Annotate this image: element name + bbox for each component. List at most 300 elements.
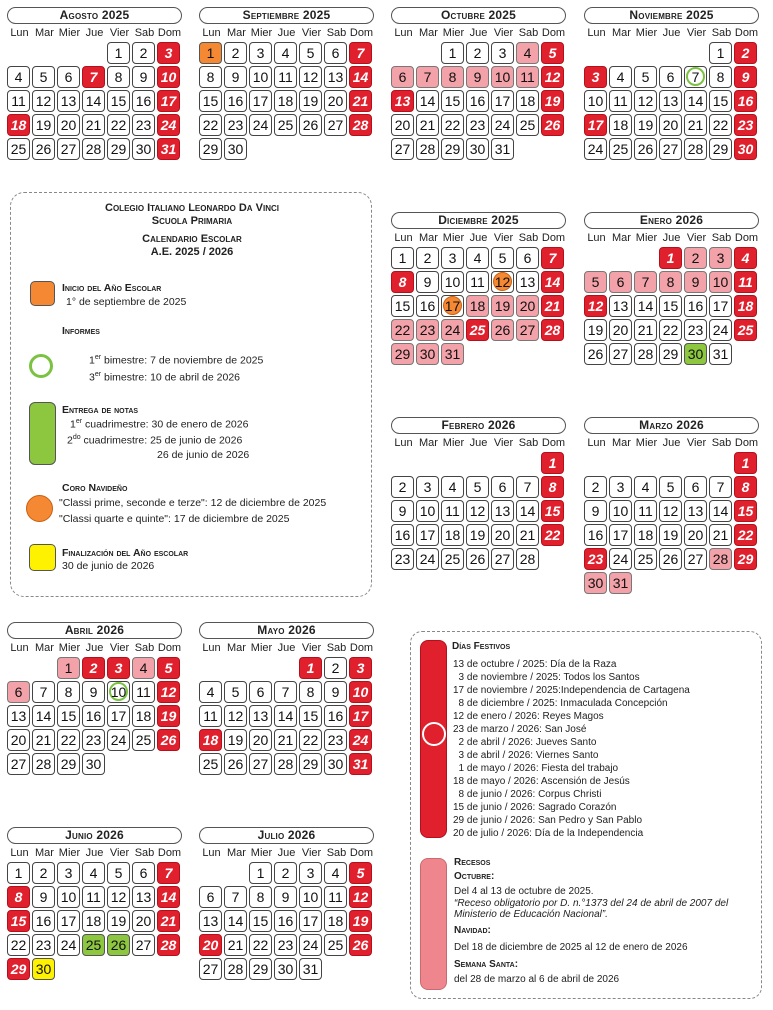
day-number: 3 [448,250,457,266]
day-number: 21 [35,732,52,748]
day-cell-recess [466,295,489,317]
day-cell-day [107,681,130,703]
day-grid [7,657,182,779]
weekday-label: Sab [518,437,539,449]
weekday-label: Mar [227,27,246,39]
day-number: 28 [712,551,729,567]
day-cell-holiday [349,910,372,932]
festivo-item: 8 de junio / 2026: Corpus Christi [453,789,602,800]
day-cell-recess [491,66,514,88]
day-cell-holiday [349,862,372,884]
day-cell-day [224,114,247,136]
day-cell-day [709,500,732,522]
day-number: 12 [302,69,319,85]
day-number: 23 [394,551,411,567]
day-number: 26 [662,551,679,567]
day-number: 8 [716,69,725,85]
holidays-panel [410,631,762,999]
day-number: 18 [469,298,486,314]
day-cell-day [132,114,155,136]
weekday-label: Vier [686,232,707,244]
day-cell-holiday [541,247,564,269]
month-diciembre-2025 [391,212,566,369]
weekday-label: Mar [227,642,246,654]
day-number: 14 [85,93,102,109]
day-number: 1 [256,865,265,881]
day-cell-holiday [349,114,372,136]
day-cell-holiday [349,705,372,727]
day-cell-day [684,500,707,522]
day-cell-recess [466,66,489,88]
day-number: 8 [256,889,265,905]
day-number: 17 [110,708,127,724]
day-number: 2 [398,479,407,495]
recesos-heading: Recesos [454,857,491,868]
day-cell-day [441,138,464,160]
month-febrero-2026 [391,417,566,574]
legend-coro-1: "Classi prime, seconde e terze": 12 de diciembre de 2025 [59,497,327,509]
festivos-heading: Días Festivos [452,641,511,652]
day-cell-recess [441,319,464,341]
day-cell-day [584,138,607,160]
day-number: 11 [86,889,101,905]
day-number: 27 [60,141,77,157]
weekday-label: Jue [85,27,104,39]
month-septiembre-2025 [199,7,374,164]
day-number: 16 [85,708,102,724]
day-cell-day [274,886,297,908]
day-cell-day [249,934,272,956]
day-number: 15 [712,93,729,109]
day-cell-day [684,319,707,341]
weekday-label: Vier [493,232,514,244]
day-number: 15 [202,93,219,109]
weekday-label: Jue [469,27,488,39]
day-cell-day [107,910,130,932]
weekday-label: Mar [227,847,246,859]
weekday-label: Mier [442,437,465,449]
day-cell-recess [416,319,439,341]
day-cell-day [199,90,222,112]
day-number: 19 [35,117,52,133]
day-number: 27 [10,756,27,772]
day-number: 24 [712,322,729,338]
day-number: 20 [135,913,152,929]
day-number: 28 [637,346,654,362]
day-cell-holiday [349,90,372,112]
day-cell-day [659,343,682,365]
legend-green-ring-icon [29,354,53,378]
day-number: 4 [331,865,340,881]
day-number: 16 [277,913,294,929]
legend-notas-3: 26 de junio de 2026 [157,449,250,461]
day-number: 4 [641,479,650,495]
day-cell-holiday [659,247,682,269]
day-cell-day [57,886,80,908]
day-cell-day [32,114,55,136]
day-number: 20 [394,117,411,133]
day-cell-day [441,114,464,136]
legend-coro-heading: Coro Navideño [62,482,128,494]
day-number: 28 [85,141,102,157]
weekday-label: Vier [686,27,707,39]
day-cell-holiday [734,90,757,112]
legend-notas-heading: Entrega de notas [62,404,139,416]
day-number: 8 [548,479,557,495]
day-cell-holiday [541,319,564,341]
day-cell-day [466,42,489,64]
legend-notas-2: $2^{do}$ cuadrimestre: 25 de junio de 2026 [67,434,243,447]
day-number: 27 [327,117,344,133]
day-cell-holiday [157,42,180,64]
day-cell-day [249,705,272,727]
day-number: 16 [687,298,704,314]
day-cell-day [249,90,272,112]
day-number: 11 [278,69,293,85]
day-number: 6 [139,865,148,881]
day-number: 2 [691,250,700,266]
day-cell-day [391,500,414,522]
day-cell-holiday [82,657,105,679]
day-number: 10 [712,274,729,290]
day-cell-day [299,114,322,136]
day-cell-day [249,753,272,775]
day-number: 12 [637,93,654,109]
day-cell-recess [516,319,539,341]
day-number: 8 [306,684,315,700]
recesos-octubre-note: “Receso obligatorio por D. n.°1373 del 24 de abril de 2007 del Ministerio de Educación Nacional”. [454,898,729,920]
day-number: 11 [203,708,218,724]
day-cell-day [249,66,272,88]
day-number: 17 [612,527,629,543]
day-cell-day [441,247,464,269]
day-cell-holiday [199,934,222,956]
day-number: 2 [591,479,600,495]
day-cell-holiday [349,753,372,775]
weekday-label: Mar [419,232,438,244]
day-grid [391,42,566,164]
day-cell-recess [709,548,732,570]
day-number: 11 [738,274,753,290]
day-number: 12 [544,69,561,85]
day-cell-holiday [157,90,180,112]
day-cell-holiday [349,934,372,956]
day-grid [199,657,374,779]
day-cell-holiday [157,681,180,703]
school-name: Colegio Italiano Leonardo Da Vinci [105,202,279,214]
day-number: 5 [591,274,600,290]
recesos-octubre-text: Del 4 al 13 de octubre de 2025. [454,886,594,897]
day-number: 12 [35,93,52,109]
day-cell-recess [132,657,155,679]
day-number: 18 [519,93,536,109]
day-cell-day [249,114,272,136]
day-number: 21 [637,322,654,338]
day-cell-day [709,66,732,88]
weekday-label: Jue [85,847,104,859]
day-number: 31 [494,141,511,157]
day-cell-day [491,500,514,522]
weekday-label: Jue [469,437,488,449]
day-number: 24 [494,117,511,133]
day-number: 30 [687,346,704,362]
day-cell-day [299,705,322,727]
day-number: 21 [544,298,561,314]
day-number: 4 [523,45,532,61]
day-number: 11 [328,889,343,905]
day-cell-day [659,114,682,136]
day-cell-day [324,862,347,884]
day-cell-day [82,729,105,751]
day-cell-holiday [734,247,757,269]
weekday-header [584,231,759,246]
day-number: 5 [473,479,482,495]
month-enero-2026 [584,212,759,369]
day-number: 28 [687,141,704,157]
day-number: 19 [587,322,604,338]
festivo-item: 29 de junio / 2026: San Pedro y San Pablo [453,815,643,826]
day-cell-day [466,500,489,522]
day-cell-day [249,886,272,908]
day-number: 2 [281,865,290,881]
weekday-label: Sab [134,642,155,654]
day-number: 5 [548,45,557,61]
day-cell-holiday [541,90,564,112]
festivo-item: 15 de junio / 2026: Sagrado Corazón [453,802,617,813]
day-cell-day [609,548,632,570]
day-grid [7,862,182,984]
day-grid [391,452,566,574]
day-number: 4 [14,69,23,85]
day-number: 12 [352,889,369,905]
day-number: 12 [227,708,244,724]
day-cell-day [491,271,514,293]
weekday-label: Mier [250,27,273,39]
day-cell-day [709,90,732,112]
day-cell-holiday [157,66,180,88]
day-cell-recess [609,271,632,293]
day-cell-day [32,729,55,751]
day-number: 24 [302,937,319,953]
day-cell-day [224,753,247,775]
recesos-semana-santa-heading: Semana Santa: [454,959,519,970]
day-cell-recess [584,572,607,594]
day-number: 12 [110,889,127,905]
school-level: Scuola Primaria [151,215,233,227]
day-cell-day [684,295,707,317]
day-number: 30 [227,141,244,157]
day-cell-day [274,90,297,112]
day-number: 10 [352,684,369,700]
recess-color-bar [420,858,447,990]
weekday-header [391,231,566,246]
weekday-label: Lun [587,27,606,39]
festivo-item: 17 de noviembre / 2025:Independencia de Cartagena [453,685,690,696]
day-number: 23 [687,322,704,338]
day-cell-holiday [541,500,564,522]
day-number: 20 [60,117,77,133]
day-cell-day [299,42,322,64]
day-number: 24 [587,141,604,157]
day-number: 28 [419,141,436,157]
day-cell-day [32,90,55,112]
day-cell-day [516,476,539,498]
day-cell-day [199,886,222,908]
day-cell-day [324,910,347,932]
day-number: 1 [548,455,557,471]
day-cell-day [249,42,272,64]
day-cell-day [709,114,732,136]
day-cell-day [634,524,657,546]
day-number: 6 [14,684,23,700]
day-number: 2 [139,45,148,61]
day-cell-holiday [541,271,564,293]
weekday-label: Mier [58,847,81,859]
day-number: 31 [160,141,177,157]
day-number: 30 [85,756,102,772]
day-number: 27 [394,141,411,157]
day-number: 11 [11,93,26,109]
day-cell-day [609,295,632,317]
day-number: 12 [494,274,511,290]
day-number: 7 [39,684,48,700]
day-cell-holiday [734,66,757,88]
day-cell-day [684,114,707,136]
day-grid [391,247,566,369]
day-number: 18 [737,298,754,314]
day-number: 6 [616,274,625,290]
day-number: 29 [252,961,269,977]
day-cell-day [684,138,707,160]
day-cell-day [584,319,607,341]
day-cell-day [491,90,514,112]
weekday-label: Jue [662,232,681,244]
day-cell-day [684,524,707,546]
day-number: 13 [135,889,152,905]
day-number: 10 [612,503,629,519]
day-number: 21 [277,732,294,748]
day-number: 6 [691,479,700,495]
day-cell-holiday [157,138,180,160]
weekday-label: Dom [734,437,759,449]
weekday-label: Dom [734,27,759,39]
day-cell-day [416,295,439,317]
festivo-item: 23 de marzo / 2026: San José [453,724,587,735]
day-cell-day [132,910,155,932]
day-number: 13 [327,69,344,85]
day-cell-day [199,705,222,727]
day-cell-day [659,90,682,112]
day-number: 7 [691,69,700,85]
month-title: Agosto 2025 [7,7,182,24]
day-number: 20 [662,117,679,133]
day-number: 14 [637,298,654,314]
day-number: 6 [331,45,340,61]
day-cell-holiday [391,90,414,112]
weekday-label: Sab [134,847,155,859]
day-number: 1 [64,660,73,676]
day-number: 23 [35,937,52,953]
day-number: 11 [613,93,628,109]
day-number: 1 [306,660,315,676]
day-cell-holiday [157,910,180,932]
weekday-label: Dom [157,847,182,859]
day-number: 7 [423,69,432,85]
day-number: 19 [160,708,177,724]
day-number: 1 [666,250,675,266]
day-number: 17 [160,93,177,109]
weekday-label: Vier [301,847,322,859]
day-number: 22 [444,117,461,133]
day-number: 15 [302,708,319,724]
day-cell-day [274,729,297,751]
day-cell-day [299,681,322,703]
day-number: 3 [498,45,507,61]
day-cell-day [491,42,514,64]
festivo-item: 12 de enero / 2026: Reyes Magos [453,711,604,722]
day-cell-day [324,681,347,703]
day-number: 8 [741,479,750,495]
day-cell-day [416,500,439,522]
day-cell-grades [684,343,707,365]
day-cell-day [609,343,632,365]
day-cell-day [441,476,464,498]
weekday-header [391,436,566,451]
day-cell-day [684,476,707,498]
day-cell-day [299,66,322,88]
day-number: 29 [662,346,679,362]
legend-informe-1: 1er bimestre: 7 de noviembre de 2025 [89,354,264,367]
weekday-label: Mar [612,232,631,244]
weekday-label: Dom [541,437,566,449]
day-number: 2 [741,45,750,61]
weekday-label: Mier [58,27,81,39]
day-number: 18 [135,708,152,724]
day-number: 2 [39,865,48,881]
day-cell-holiday [734,452,757,474]
day-cell-day [609,524,632,546]
day-number: 24 [110,732,127,748]
weekday-header [199,641,374,656]
day-cell-holiday [349,42,372,64]
day-cell-day [32,910,55,932]
day-cell-day [107,66,130,88]
day-number: 20 [327,93,344,109]
day-number: 12 [587,298,604,314]
day-cell-day [391,247,414,269]
day-number: 4 [206,684,215,700]
day-cell-day [659,319,682,341]
day-cell-day [441,524,464,546]
day-cell-recess [7,681,30,703]
day-number: 22 [252,937,269,953]
day-number: 25 [469,322,486,338]
day-number: 21 [227,937,244,953]
day-number: 20 [202,937,219,953]
day-number: 29 [302,756,319,772]
festivo-item: 13 de octubre / 2025: Día de la Raza [453,659,617,670]
day-number: 7 [89,69,98,85]
day-cell-day [274,910,297,932]
day-cell-holiday [541,114,564,136]
day-cell-holiday [541,66,564,88]
day-cell-day [516,114,539,136]
day-number: 9 [741,69,750,85]
day-cell-day [634,66,657,88]
day-cell-day [132,886,155,908]
day-cell-day [7,90,30,112]
day-number: 6 [398,69,407,85]
